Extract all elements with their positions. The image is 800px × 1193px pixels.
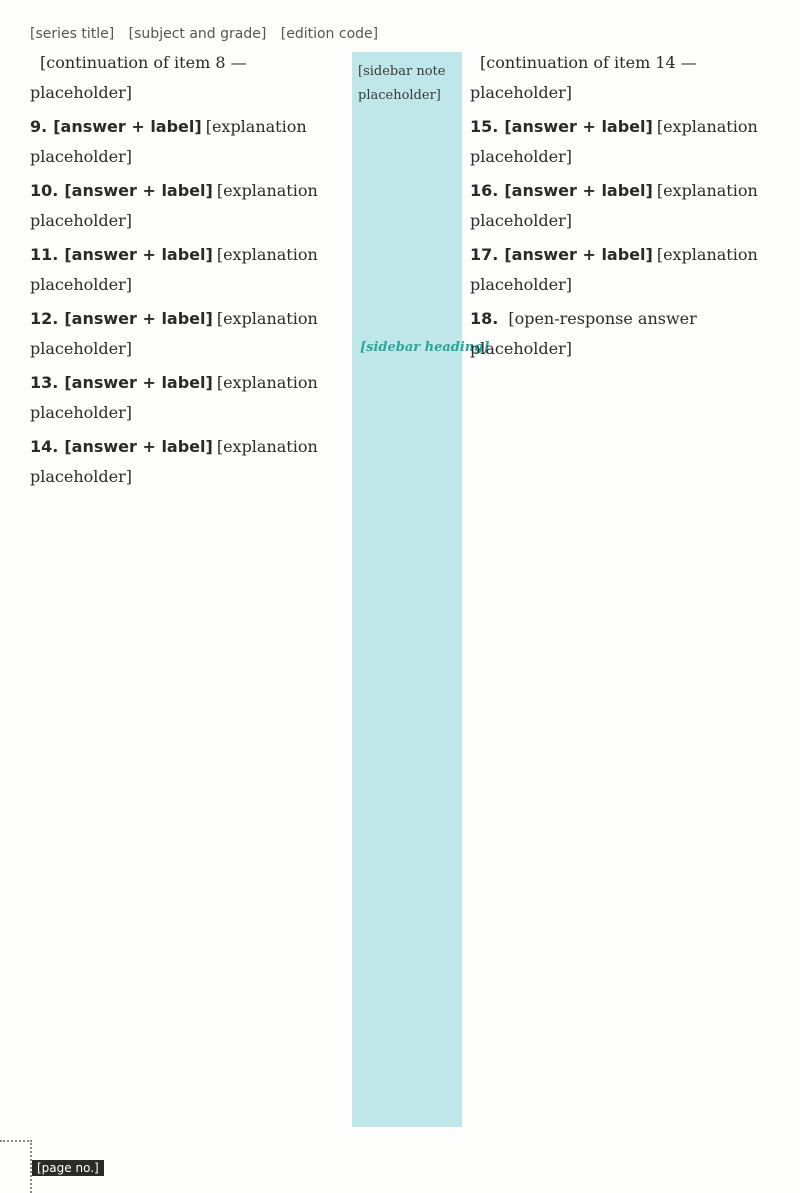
sidebar-title: [sidebar heading]	[360, 340, 490, 355]
page-header	[30, 26, 388, 42]
item-text: [explanation placeholder]	[470, 245, 758, 294]
answer-item	[470, 48, 770, 108]
edition-code: [edition code]	[280, 26, 379, 42]
answer-item	[30, 240, 348, 300]
answer-item	[30, 368, 348, 428]
right-column	[470, 48, 770, 368]
item-tag: [answer + label]	[504, 245, 653, 264]
page-number: [page no.]	[32, 1160, 104, 1176]
item-tag: [answer + label]	[504, 117, 653, 136]
item-tag: [answer + label]	[64, 373, 213, 392]
item-text: [explanation placeholder]	[30, 373, 318, 422]
answer-item	[30, 112, 348, 172]
item-tag: [answer + label]	[64, 309, 213, 328]
subject-title: [subject and grade]	[128, 26, 267, 42]
sidebar-body: [sidebar note placeholder]	[358, 64, 446, 103]
item-number: 14.	[30, 437, 59, 456]
answer-item	[470, 304, 770, 364]
item-number: 16.	[470, 181, 499, 200]
answer-item	[30, 48, 348, 108]
answer-item	[30, 176, 348, 236]
item-text: [explanation placeholder]	[470, 181, 758, 230]
item-tag: [answer + label]	[64, 437, 213, 456]
left-column	[30, 48, 348, 496]
corner-mark	[0, 1140, 32, 1193]
item-tag: [answer + label]	[64, 181, 213, 200]
item-number: 15.	[470, 117, 499, 136]
item-number: 13.	[30, 373, 59, 392]
item-text: [explanation placeholder]	[30, 117, 307, 166]
answer-item	[30, 304, 348, 364]
answer-item	[470, 176, 770, 236]
answer-item	[470, 240, 770, 300]
series-title: [series title]	[30, 26, 115, 42]
item-tag: [answer + label]	[53, 117, 202, 136]
item-number: 17.	[470, 245, 499, 264]
item-text: [explanation placeholder]	[30, 181, 318, 230]
item-number: 10.	[30, 181, 59, 200]
knowledge-sidebar	[352, 52, 462, 1127]
item-text: [continuation of item 8 — placeholder]	[30, 53, 247, 102]
answer-item	[470, 112, 770, 172]
item-text: [explanation placeholder]	[30, 437, 318, 486]
item-number: 11.	[30, 245, 59, 264]
item-text: [explanation placeholder]	[30, 245, 318, 294]
item-text: [continuation of item 14 — placeholder]	[470, 53, 697, 102]
item-number: 18.	[470, 309, 499, 328]
item-number: 12.	[30, 309, 59, 328]
item-text: [explanation placeholder]	[470, 117, 758, 166]
item-text: [explanation placeholder]	[30, 309, 318, 358]
item-tag: [answer + label]	[504, 181, 653, 200]
item-number: 9.	[30, 117, 48, 136]
item-text: [open-response answer placeholder]	[470, 309, 697, 358]
item-tag: [answer + label]	[64, 245, 213, 264]
answer-item	[30, 432, 348, 492]
